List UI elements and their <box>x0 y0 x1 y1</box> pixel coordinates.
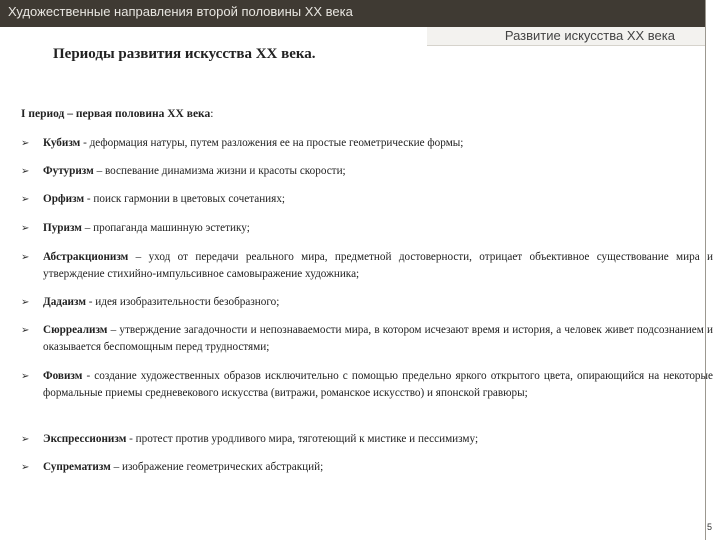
arrowhead-bullet-icon: ➢ <box>21 325 30 336</box>
item-term: Супрематизм <box>43 461 111 473</box>
item-term: Фовизм <box>43 370 83 382</box>
arrowhead-bullet-icon: ➢ <box>21 252 30 263</box>
arrowhead-bullet-icon: ➢ <box>21 138 30 149</box>
subheader-bar <box>427 27 705 46</box>
period-label <box>21 108 213 120</box>
item-term: Пуризм <box>43 222 82 234</box>
item-text: - создание художественных образов исключительно с помощью предельно яркого открытого цвета, опирающийся на некоторые формальные приемы средневекового искусства (витражи, романское искусство) и японской гравюры; <box>43 370 713 399</box>
item-term: Футуризм <box>43 165 94 177</box>
item-text: – уход от передачи реального мира, предметной достоверности, отрицает объективное существование мира и утверждение стихийно-импульсивное самовыражение художника; <box>43 251 713 280</box>
item-term: Экспрессионизм <box>43 433 127 445</box>
page-number: 5 <box>707 522 713 532</box>
item-term: Орфизм <box>43 193 85 205</box>
item-text: - поиск гармонии в цветовых сочетаниях; <box>84 193 286 205</box>
arrowhead-bullet-icon: ➢ <box>21 371 30 382</box>
item-term: Сюрреализм <box>43 324 108 336</box>
slide-heading: Периоды развития искусства XX века. <box>53 46 316 62</box>
subheader-title: Развитие искусства XX века <box>504 28 675 43</box>
item-text: – пропаганда машинную эстетику; <box>81 222 250 234</box>
item-text: – утверждение загадочности и непознаваемости мира, в котором исчезают время и история, а человек живет подсознанием и оказывается беспомощным перед трудностями; <box>43 324 713 353</box>
period-label-suffix: : <box>210 108 214 120</box>
header-title: Художественные направления второй половины XX века <box>8 4 353 19</box>
arrowhead-bullet-icon: ➢ <box>21 462 30 473</box>
arrowhead-bullet-icon: ➢ <box>21 434 30 445</box>
item-text: – воспевание динамизма жизни и красоты скорости; <box>93 165 346 177</box>
item-text: - протест против уродливого мира, тяготеющий к мистике и пессимизму; <box>126 433 479 445</box>
item-text: - деформация натуры, путем разложения ее на простые геометрические формы; <box>80 137 464 149</box>
header-bar <box>0 0 705 27</box>
arrowhead-bullet-icon: ➢ <box>21 297 30 308</box>
period-label-text: I период – первая половина XX века <box>21 108 211 120</box>
item-term: Абстракционизм <box>43 251 129 263</box>
item-text: – изображение геометрических абстракций; <box>110 461 324 473</box>
item-term: Кубизм <box>43 137 81 149</box>
item-text: - идея изобразительности безобразного; <box>85 296 280 308</box>
arrowhead-bullet-icon: ➢ <box>21 194 30 205</box>
arrowhead-bullet-icon: ➢ <box>21 223 30 234</box>
item-term: Дадаизм <box>43 296 86 308</box>
arrowhead-bullet-icon: ➢ <box>21 166 30 177</box>
